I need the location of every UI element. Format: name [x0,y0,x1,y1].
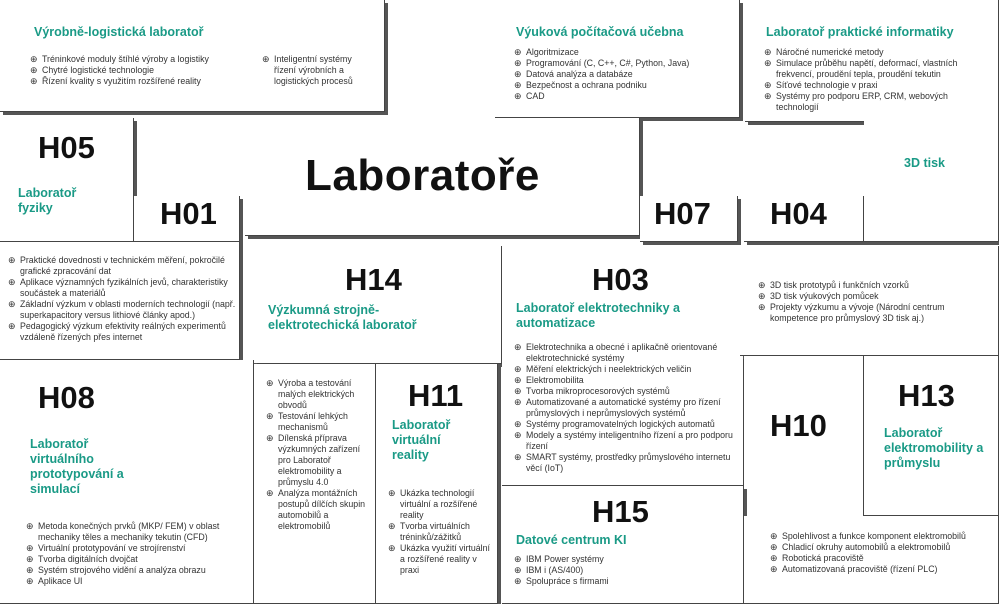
h04-list [758,280,994,324]
list-item: ⊕ Náročné numerické metody [764,47,992,58]
code-h10: H10 [770,408,827,443]
list-item: ⊕ Spolupráce s firmami [514,576,734,587]
page-title: Laboratoře [305,151,540,200]
list-item: ⊕ Ukázka využití virtuální a rozšířené reality v praxi [388,543,494,576]
list-item: ⊕ Systémy programovatelných logických automatů [514,419,742,430]
list-item: ⊕ Řízení kvality s využitím rozšířené reality [30,76,260,87]
code-h01: H01 [160,196,217,231]
code-h04: H04 [770,196,827,231]
list-item: ⊕ Praktické dovednosti v technickém měření, pokročilé grafické zpracování dat [8,255,236,277]
list-item: ⊕ Spolehlivost a funkce komponent elektromobilů [770,531,996,542]
code-h13: H13 [898,378,955,413]
list-item: ⊕ Analýza montážních postupů dílčích skupin automobilů a elektromobilů [266,488,372,532]
h13-title: Laboratoř elektromobility a průmyslu [884,426,984,470]
list-item: ⊕ Tréninkové moduly štíhlé výroby a logistiky [30,54,260,65]
h03-list [514,342,742,474]
list-item: ⊕ Aplikace významných fyzikálních jevů, charakteristiky součástek a materiálů [8,277,236,299]
list-item: ⊕ Automatizovaná pracoviště (řízení PLC) [770,564,996,575]
list-item: ⊕ Tvorba virtuálních tréninků/zážitků [388,521,494,543]
list-item: ⊕ Modely a systémy inteligentního řízení a pro podporu řízení [514,430,742,452]
list-item: ⊕ Síťové technologie v praxi [764,80,992,91]
list-item: ⊕ Výroba a testování malých elektrických obvodů [266,378,372,411]
list-item: ⊕ Chytré logistické technologie [30,65,260,76]
top-mid-list [514,47,734,102]
list-item: ⊕ IBM i (AS/400) [514,565,734,576]
list-item: ⊕ 3D tisk prototypů i funkčních vzorků [758,280,994,291]
list-item: ⊕ Aplikace UI [26,576,250,587]
code-h05: H05 [38,130,95,165]
list-item: ⊕ Datová analýza a databáze [514,69,734,80]
h03-title: Laboratoř elektrotechniky a automatizace [516,301,680,330]
list-item: ⊕ Robotická pracoviště [770,553,996,564]
list-item: ⊕ Bezpečnost a ochrana podniku [514,80,734,91]
code-h11: H11 [408,378,464,413]
list-item: ⊕ Testování lehkých mechanismů [266,411,372,433]
list-item: ⊕ Programování (C, C++, C#, Python, Java) [514,58,734,69]
list-item: ⊕ Simulace průběhu napětí, deformací, vlastních frekvencí, proudění tepla, proudění tekutin [764,58,992,80]
list-item: ⊕ Projekty výzkumu a vývoje (Národní centrum kompetence pro průmyslový 3D tisk aj.) [758,302,994,324]
code-h07: H07 [654,196,711,231]
top-right-list [764,47,992,113]
list-item: ⊕ 3D tisk výukových pomůcek [758,291,994,302]
top-mid-title: Výuková počítačová učebna [516,25,684,39]
list-item: ⊕ Elektrotechnika a obecné i aplikačně orientované elektrotechnické systémy [514,342,742,364]
list-item: ⊕ Metoda konečných prvků (MKP/ FEM) v oblast mechaniky těles a mechaniky tekutin (CFD) [26,521,250,543]
code-h08: H08 [38,380,95,415]
list-item: ⊕ Tvorba mikroprocesorových systémů [514,386,742,397]
h05-title: Laboratoř fyziky [18,186,77,215]
h08-list [26,521,250,587]
list-item: ⊕ SMART systémy, prostředky průmyslového internetu věcí (IoT) [514,452,742,474]
list-item: ⊕ IBM Power systémy [514,554,734,565]
h04-title: 3D tisk [904,156,945,170]
top-left-title: Výrobně-logistická laboratoř [34,25,204,39]
code-h14: H14 [345,262,402,297]
list-item: ⊕ Tvorba digitálních dvojčat [26,554,250,565]
code-h03: H03 [592,262,649,297]
h13-list [770,531,996,575]
h05-list [8,255,236,343]
top-left-list-b [262,54,370,87]
h15-list [514,554,734,587]
top-left-list-a [30,54,260,87]
h11-list [388,488,494,576]
list-item: ⊕ Základní výzkum v oblasti moderních technologií (např. superkapacitory versus lithiové články apod.) [8,299,236,321]
list-item: ⊕ Systémy pro podporu ERP, CRM, webových technologií [764,91,992,113]
list-item: ⊕ Elektromobilita [514,375,742,386]
list-item: ⊕ Systém strojového vidění a analýza obrazu [26,565,250,576]
list-item: ⊕ Inteligentní systémy řízení výrobních a logistických procesů [262,54,370,87]
list-item: ⊕ Měření elektrických i neelektrických veličin [514,364,742,375]
list-item: ⊕ Algoritmizace [514,47,734,58]
list-item: ⊕ CAD [514,91,734,102]
top-right-title: Laboratoř praktické informatiky [766,25,954,39]
h14-title: Výzkumná strojně-elektrotechická laboratoř [268,303,417,332]
list-item: ⊕ Ukázka technologií virtuální a rozšířené reality [388,488,494,521]
list-item: ⊕ Virtuální prototypování ve strojírenství [26,543,250,554]
panel-3dtisk [864,118,999,242]
h11-title: Laboratoř virtuální reality [392,418,451,462]
list-item: ⊕ Chladicí okruhy automobilů a elektromobilů [770,542,996,553]
list-item: ⊕ Automatizované a automatické systémy pro řízení průmyslových i neprůmyslových systémů [514,397,742,419]
list-item: ⊕ Pedagogický výzkum efektivity reálných experimentů vzdáleně řízených přes internet [8,321,236,343]
h15-title: Datové centrum KI [516,533,627,547]
h08-title: Laboratoř virtuálního prototypování a simulací [30,437,124,496]
code-h15: H15 [592,494,649,529]
list-item: ⊕ Dílenská příprava výzkumných zařízení pro Laboratoř elektromobility a průmyslu 4.0 [266,433,372,488]
h14-list [266,378,372,532]
